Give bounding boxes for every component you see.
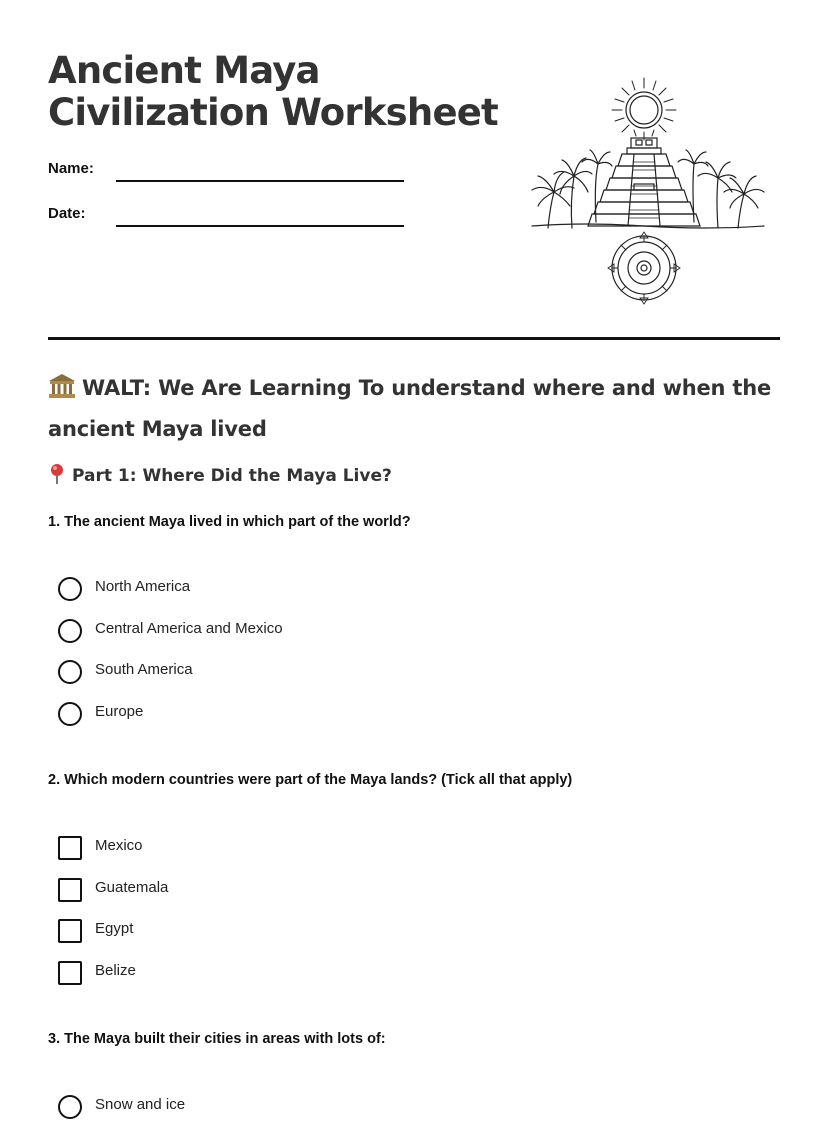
question-1: 1. The ancient Maya lived in which part of the world?: [48, 514, 411, 530]
part-1-heading: [48, 463, 392, 490]
name-write-line[interactable]: [116, 180, 404, 182]
walt-text: WALT: We Are Learning To understand where and when the ancient Maya lived: [48, 376, 772, 441]
round-pushpin-icon: [48, 463, 66, 490]
question-2: 2. Which modern countries were part of the Maya lands? (Tick all that apply): [48, 772, 573, 788]
title-line-1: Ancient Maya: [48, 49, 320, 92]
classical-building-icon: [48, 373, 76, 411]
radio-button[interactable]: [58, 702, 82, 726]
name-field[interactable]: [48, 160, 408, 190]
date-label: Date:: [48, 205, 86, 222]
worksheet-title: [48, 50, 508, 134]
checkbox[interactable]: [58, 878, 82, 902]
checkbox[interactable]: [58, 961, 82, 985]
checkbox[interactable]: [58, 919, 82, 943]
radio-button[interactable]: [58, 577, 82, 601]
checkbox[interactable]: [58, 836, 82, 860]
pyramid-icon: [588, 154, 700, 226]
date-write-line[interactable]: [116, 225, 404, 227]
question-3: 3. The Maya built their cities in areas with lots of:: [48, 1031, 386, 1047]
title-line-2: Civilization Worksheet: [48, 91, 498, 134]
part-1-title: Part 1: Where Did the Maya Live?: [72, 466, 392, 486]
maya-pyramid-illustration: [526, 72, 770, 308]
radio-button[interactable]: [58, 660, 82, 684]
walt-heading: [48, 370, 780, 448]
sun-icon: [612, 78, 676, 140]
radio-button[interactable]: [58, 1095, 82, 1119]
header-divider: [48, 337, 780, 340]
radio-button[interactable]: [58, 619, 82, 643]
name-label: Name:: [48, 160, 94, 177]
maya-calendar-icon: [608, 232, 680, 304]
date-field[interactable]: [48, 205, 408, 235]
